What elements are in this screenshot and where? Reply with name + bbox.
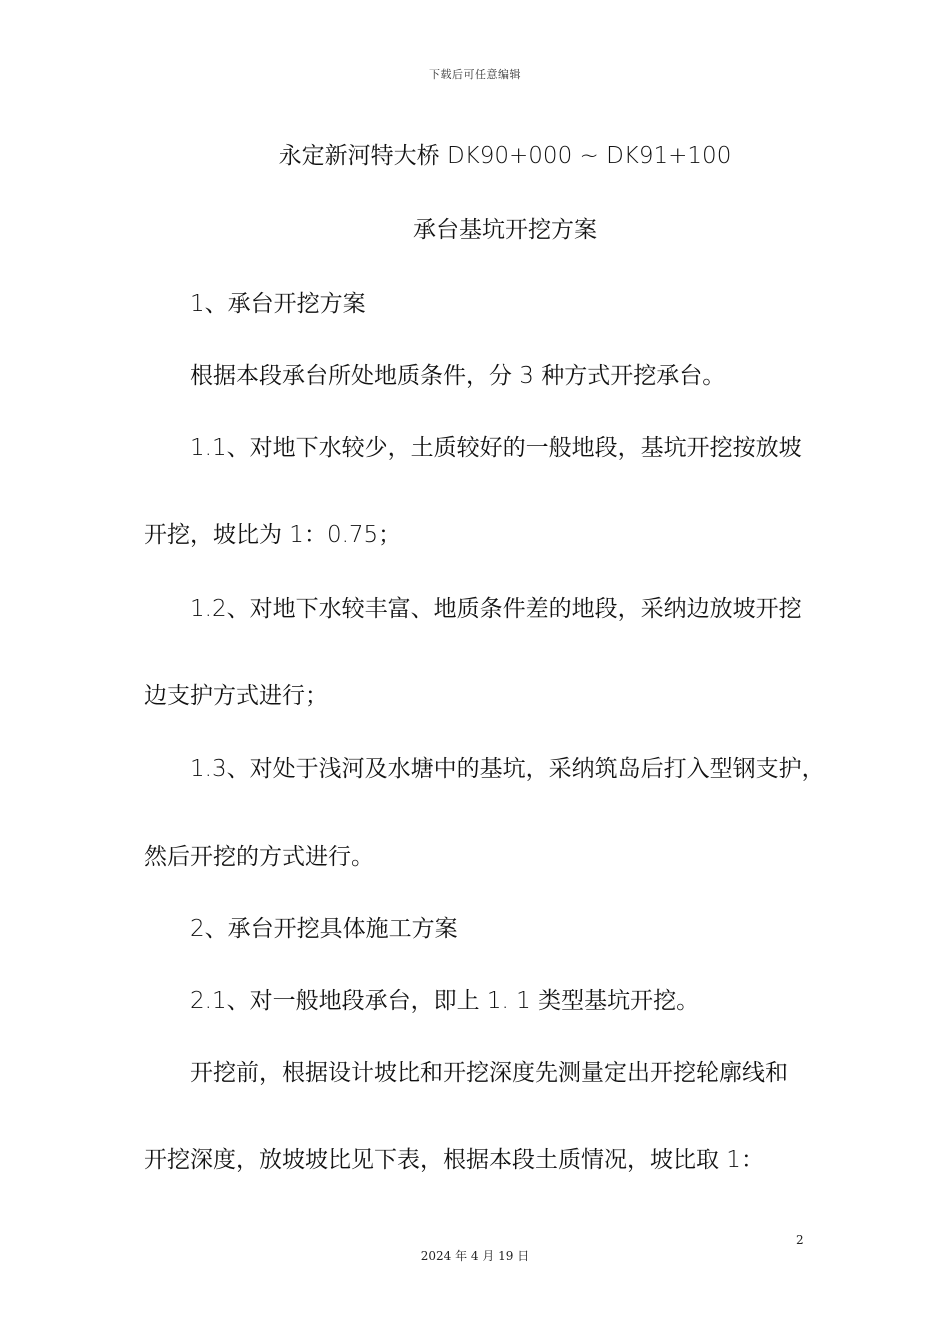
section-heading-1: 1、承台开挖方案 <box>190 291 366 317</box>
paragraph-line: 开挖，坡比为 1：0.75； <box>144 522 402 548</box>
paragraph-line: 然后开挖的方式进行。 <box>144 844 374 870</box>
paragraph-line: 开挖深度，放坡坡比见下表，根据本段土质情况，坡比取 1： <box>144 1147 764 1173</box>
document-title-line-1: 永定新河特大桥 DK90+000 ~ DK91+100 <box>278 143 732 169</box>
paragraph-line: 2.1、对一般地段承台，即上 1. 1 类型基坑开挖。 <box>190 988 700 1014</box>
paragraph-line: 根据本段承台所处地质条件，分 3 种方式开挖承台。 <box>190 363 726 389</box>
page-number: 2 <box>796 1233 804 1247</box>
paragraph-line: 1.1、对地下水较少，土质较好的一般地段，基坑开挖按放坡 <box>190 435 802 461</box>
paragraph-line: 1.2、对地下水较丰富、地质条件差的地段，采纳边放坡开挖 <box>190 596 802 622</box>
header-note: 下载后可任意编辑 <box>429 68 521 81</box>
paragraph-line: 边支护方式进行； <box>144 683 328 709</box>
paragraph-line: 开挖前，根据设计坡比和开挖深度先测量定出开挖轮廓线和 <box>190 1060 788 1086</box>
section-heading-2: 2、承台开挖具体施工方案 <box>190 916 458 942</box>
document-title-line-2: 承台基坑开挖方案 <box>413 217 597 243</box>
footer-date: 2024 年 4 月 19 日 <box>420 1249 530 1263</box>
paragraph-line: 1.3、对处于浅河及水塘中的基坑，采纳筑岛后打入型钢支护， <box>190 756 825 782</box>
